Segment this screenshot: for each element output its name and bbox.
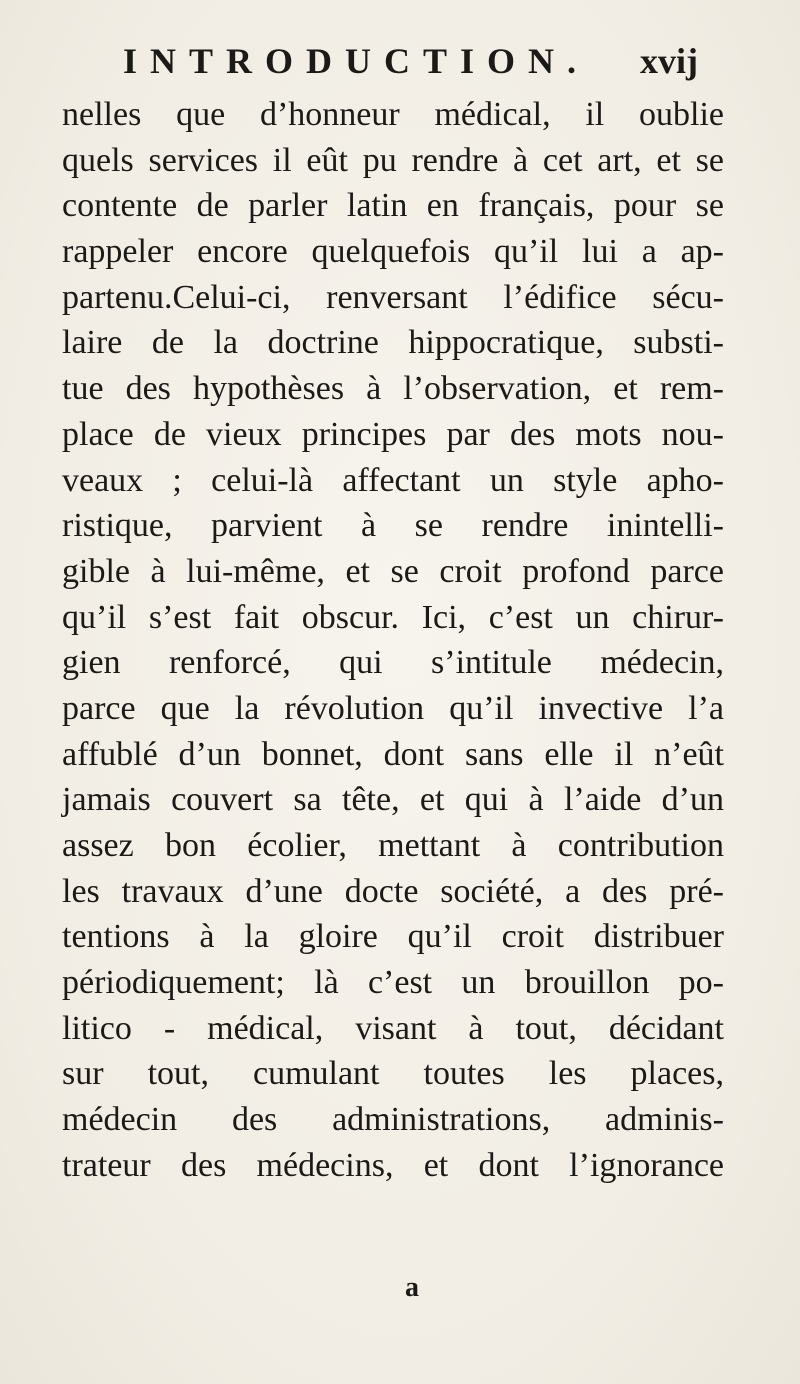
text-line: tue des hypothèses à l’observation, et rem-: [62, 370, 724, 408]
text-line: place de vieux principes par des mots nou-: [62, 415, 724, 453]
running-title: INTRODUCTION.: [122, 41, 590, 81]
text-line: rappeler encore quelquefois qu’il lui a ap-: [62, 233, 724, 271]
text-line: gien renforcé, qui s’intitule médecin,: [62, 644, 724, 682]
signature-mark: a: [405, 1272, 419, 1303]
text-line: tentions à la gloire qu’il croit distribuer: [62, 918, 724, 956]
text-line: les travaux d’une docte société, a des pré-: [62, 872, 724, 910]
text-line: gible à lui-même, et se croit profond parce: [62, 552, 724, 590]
text-line: qu’il s’est fait obscur. Ici, c’est un chirur-: [62, 598, 724, 636]
text-line: médecin des administrations, adminis-: [62, 1101, 724, 1139]
text-line: litico - médical, visant à tout, décidant: [62, 1009, 724, 1047]
text-line: jamais couvert sa tête, et qui à l’aide d’un: [62, 781, 724, 819]
text-line: assez bon écolier, mettant à contribution: [62, 827, 724, 864]
page-number: xvij: [640, 41, 698, 81]
text-line: quels services il eût pu rendre à cet art, et se: [62, 141, 724, 179]
text-line: nelles que d’honneur médical, il oublie: [62, 96, 724, 133]
text-line: contente de parler latin en français, pour se: [62, 187, 724, 225]
text-line: trateur des médecins, et dont l’ignorance: [62, 1146, 724, 1184]
text-line: sur tout, cumulant toutes les places,: [62, 1055, 724, 1093]
text-line: périodiquement; là c’est un brouillon po-: [62, 964, 724, 1002]
page-header: [0, 32, 800, 82]
text-line: ristique, parvient à se rendre inintelli-: [62, 507, 724, 545]
text-line: affublé d’un bonnet, dont sans elle il n’eût: [62, 735, 724, 773]
text-line: veaux ; celui-là affectant un style apho-: [62, 461, 724, 499]
text-line: partenu.Celui-ci, renversant l’édifice sécu-: [62, 278, 724, 316]
text-line: laire de la doctrine hippocratique, substi-: [62, 324, 724, 362]
text-line: parce que la révolution qu’il invective l’a: [62, 689, 724, 727]
body-text: [62, 92, 724, 1189]
